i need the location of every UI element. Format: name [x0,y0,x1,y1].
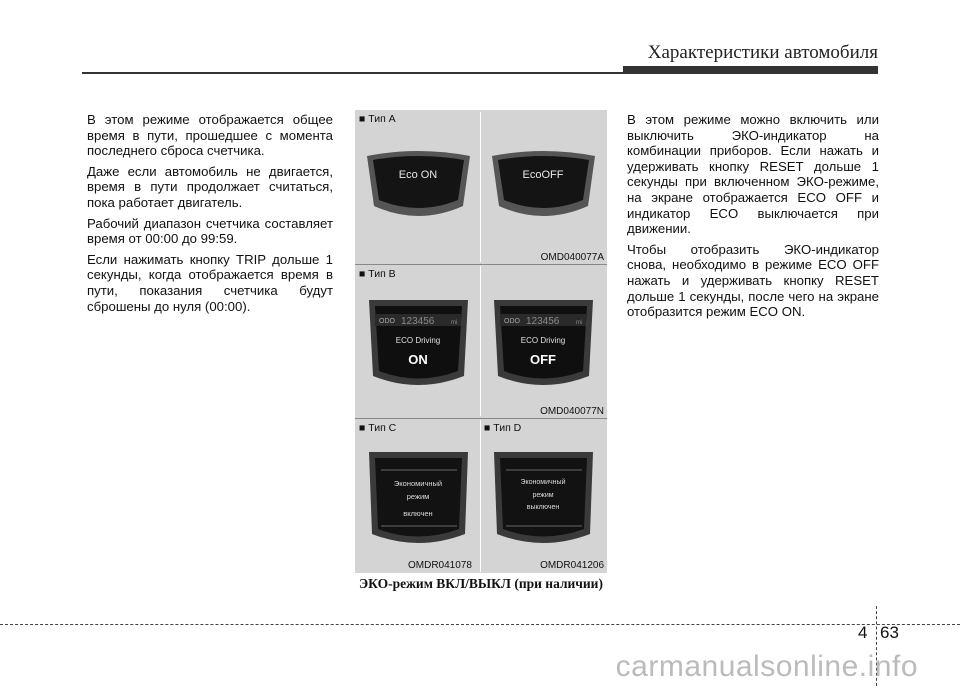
svg-text:ECO Driving: ECO Driving [395,336,441,345]
svg-text:mi: mi [451,320,458,326]
svg-text:123456: 123456 [526,316,560,327]
chapter-number: 4 [858,623,868,642]
type-b-label: ■ Тип B [359,268,396,280]
paragraph: Даже если автомобиль не двигается, время в пути продолжает считаться, пока работает двигатель. [87,163,333,210]
type-c-label: ■ Тип C [359,422,397,434]
page-number: 63 [880,623,899,642]
separator [355,264,607,265]
paragraph: В этом режиме отображается общее время в пути, прошедшее с момента последнего сброса счетчика. [87,112,333,159]
divider [480,112,481,262]
svg-text:выключен: выключен [526,504,560,511]
header-rule-accent [623,66,878,73]
type-d-code: OMDR041206 [540,560,604,571]
separator [355,418,607,419]
eco-off-text: EcoOFF [522,169,564,181]
svg-text:режим: режим [532,492,554,499]
type-a-code: OMD040077A [540,252,604,263]
watermark: carmanualsonline.info [615,650,918,683]
type-a-right-display [486,148,601,226]
svg-text:mi: mi [576,320,583,326]
paragraph: В этом режиме можно включить или выключить ЭКО-индикатор на комбинации приборов. Если нажать и удерживать кнопку RESET дольше 1 секунды при включенном ЭКО-режиме, на экране отображается ECO OFF и индикатор ECO выключается при движении. [627,112,879,237]
type-a-left-display [361,148,476,226]
footer-rule [0,624,960,625]
type-c-code: OMDR041078 [408,560,472,571]
type-d-label: ■ Тип D [484,422,522,434]
paragraph: Рабочий диапазон счетчика составляет время от 00:00 до 99:59. [87,215,333,247]
type-b-left-display [361,296,476,396]
figure-caption: ЭКО-режим ВКЛ/ВЫКЛ (при наличии) [359,576,603,591]
paragraph: Чтобы отобразить ЭКО-индикатор снова, необходимо в режиме ECO OFF нажать и удерживать кнопку RESET дольше 1 секунды, после чего на экране отобразится режим ECO ON. [627,241,879,320]
type-b-code: OMD040077N [540,406,604,417]
eco-mode-figure [355,110,607,573]
right-text-column [627,112,879,325]
type-a-label: ■ Тип А [359,113,396,125]
svg-text:ODO: ODO [379,318,395,325]
svg-text:режим: режим [406,492,430,501]
svg-text:включен: включен [403,509,433,518]
page-header-title: Характеристики автомобиля [647,42,878,63]
svg-text:ON: ON [408,352,428,367]
type-c-display [361,446,476,556]
divider [480,420,481,572]
svg-text:ODO: ODO [504,318,520,325]
type-d-display [486,446,601,556]
svg-text:Экономичный: Экономичный [393,479,443,488]
divider [480,266,481,416]
svg-text:OFF: OFF [530,352,556,367]
left-text-column [87,112,333,319]
svg-text:123456: 123456 [401,316,435,327]
svg-text:Экономичный: Экономичный [520,479,566,486]
type-b-right-display [486,296,601,396]
svg-text:ECO Driving: ECO Driving [520,336,566,345]
paragraph: Если нажимать кнопку TRIP дольше 1 секунды, когда отображается время в пути, показания счетчика будут сброшены до нуля (00:00). [87,251,333,314]
eco-on-text: Eco ON [398,169,438,181]
